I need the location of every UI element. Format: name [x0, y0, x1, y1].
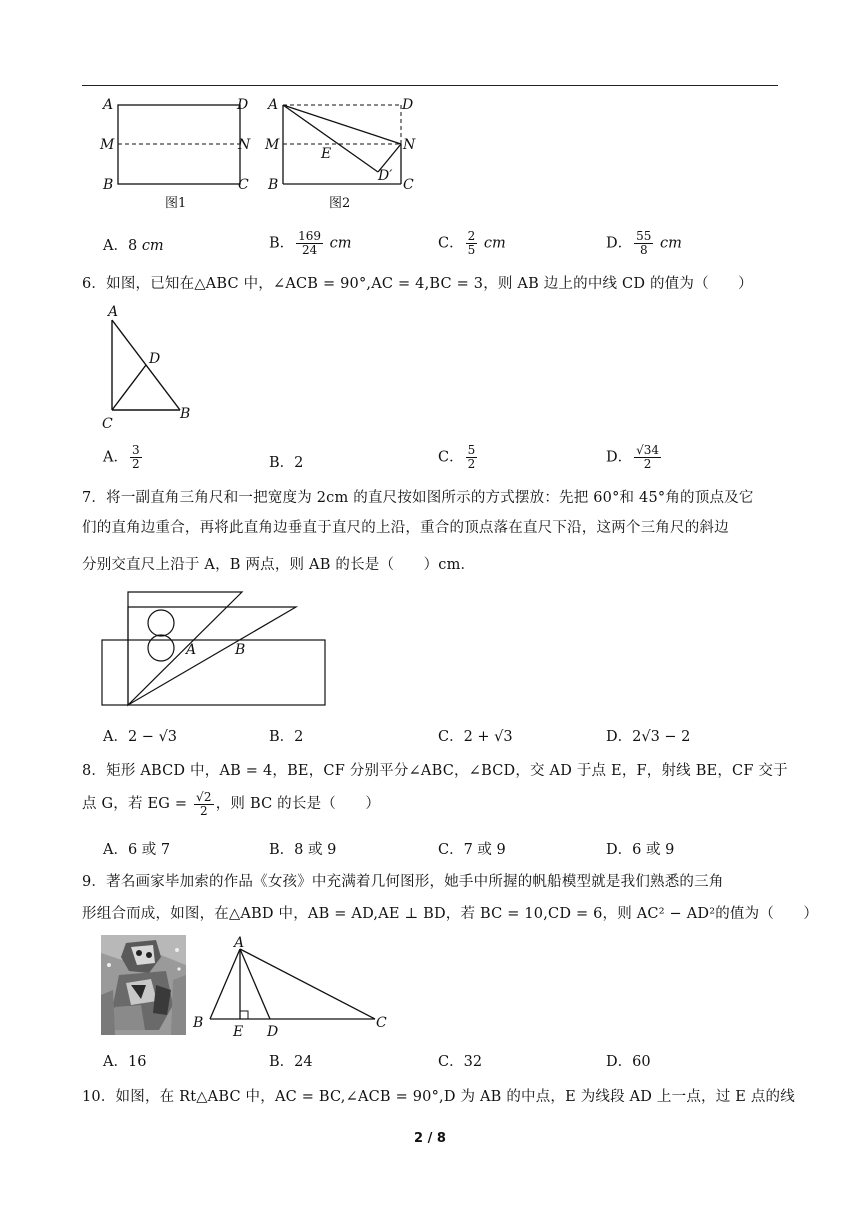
q8-option-d[interactable]: D．6 或 9	[606, 842, 675, 858]
q8-option-a[interactable]: A．6 或 7	[103, 842, 171, 858]
q5-figure	[95, 95, 425, 215]
q7-option-b[interactable]: B．2	[269, 729, 304, 745]
svg-text:D: D	[267, 1024, 279, 1040]
svg-text:M: M	[100, 137, 115, 153]
q9-option-d[interactable]: D．60	[606, 1054, 651, 1070]
svg-text:图2: 图2	[329, 196, 351, 211]
q7-option-a[interactable]: A．2 − √3	[103, 729, 178, 745]
svg-text:C: C	[238, 177, 249, 193]
q6-option-d[interactable]: D． $\frac{√34}{2}$	[606, 443, 660, 471]
q9-stem-line2: 形组合而成，如图，在△ABD 中，AB = AD,AE ⊥ BD，若 BC = 10,CD = 6，则 AC² − AD²的值为（ ）	[82, 906, 819, 922]
svg-text:D: D	[402, 97, 414, 113]
q5-option-b[interactable]: B． $\frac{169}{24}$ cm	[269, 229, 352, 257]
q5-option-a[interactable]: A．8 cm	[103, 238, 164, 254]
q6-option-c[interactable]: C． $\frac{5}{2}$	[438, 443, 476, 471]
svg-text:M: M	[265, 137, 280, 153]
picasso-girl-image	[101, 935, 186, 1035]
q5-option-c[interactable]: C． $\frac{2}{5}$ cm	[438, 229, 506, 257]
q7-figure	[100, 590, 330, 710]
q6-option-a[interactable]: A． $\frac{3}{2}$	[103, 443, 140, 471]
svg-text:N: N	[238, 137, 251, 153]
svg-text:B: B	[235, 642, 246, 658]
q10-stem-line1: 10．如图，在 Rt△ABC 中，AC = BC,∠ACB = 90°,D 为 AB 的中点，E 为线段 AD 上一点，过 E 点的线	[82, 1089, 795, 1105]
svg-text:C: C	[102, 416, 113, 432]
svg-text:D: D	[237, 97, 249, 113]
svg-text:B: B	[103, 177, 114, 193]
svg-text:B: B	[180, 406, 191, 422]
q5-option-d[interactable]: D． $\frac{55}{8}$ cm	[606, 229, 682, 257]
svg-text:E: E	[321, 146, 332, 162]
svg-text:A: A	[186, 642, 197, 658]
svg-text:D′: D′	[378, 168, 393, 184]
q9-option-c[interactable]: C．32	[438, 1054, 483, 1070]
q7-option-d[interactable]: D．2√3 − 2	[606, 729, 691, 745]
q7-option-c[interactable]: C．2 + √3	[438, 729, 513, 745]
svg-text:A: A	[103, 97, 114, 113]
header-rule	[82, 85, 778, 86]
q6-stem: 6．如图，已知在△ABC 中，∠ACB = 90°,AC = 4,BC = 3，则 AB 边上的中线 CD 的值为（ ）	[82, 276, 753, 292]
svg-text:A: A	[234, 935, 245, 951]
svg-text:A: A	[108, 304, 119, 320]
svg-text:A: A	[268, 97, 279, 113]
svg-text:N: N	[403, 137, 416, 153]
q7-stem-line3: 分别交直尺上沿于 A，B 两点，则 AB 的长是（ ）cm．	[82, 557, 476, 573]
q8-stem-line1: 8．矩形 ABCD 中，AB = 4，BE，CF 分别平分∠ABC，∠BCD，交 AD 于点 E，F，射线 BE，CF 交于	[82, 763, 788, 779]
q8-option-c[interactable]: C．7 或 9	[438, 842, 506, 858]
q9-figure	[190, 935, 400, 1040]
q8-option-b[interactable]: B．8 或 9	[269, 842, 337, 858]
q7-stem-line1: 7．将一副直角三角尺和一把宽度为 2cm 的直尺按如图所示的方式摆放：先把 60°和 45°角的顶点及它	[82, 490, 754, 506]
q6-option-b[interactable]: B．2	[269, 455, 304, 471]
svg-text:D: D	[149, 351, 161, 367]
svg-text:E: E	[233, 1024, 244, 1040]
q9-option-a[interactable]: A．16	[103, 1054, 147, 1070]
svg-text:B: B	[193, 1015, 204, 1031]
q7-stem-line2: 们的直角边重合，再将此直角边垂直于直尺的上沿，重合的顶点落在直尺下沿，这两个三角尺的斜边	[82, 520, 729, 536]
svg-text:图1: 图1	[165, 196, 187, 211]
page-number: 2 / 8	[414, 1131, 446, 1146]
q9-option-b[interactable]: B．24	[269, 1054, 313, 1070]
svg-text:B: B	[268, 177, 279, 193]
q8-stem-line2: 点 G，若 EG = $\frac{√2}{2}$ ，则 BC 的长是（ ）	[82, 789, 381, 818]
svg-text:C: C	[403, 177, 414, 193]
svg-text:C: C	[376, 1015, 387, 1031]
q9-stem-line1: 9．著名画家毕加索的作品《女孩》中充满着几何图形，她手中所握的帆船模型就是我们熟悉的三角	[82, 874, 724, 890]
q6-figure	[100, 300, 200, 430]
